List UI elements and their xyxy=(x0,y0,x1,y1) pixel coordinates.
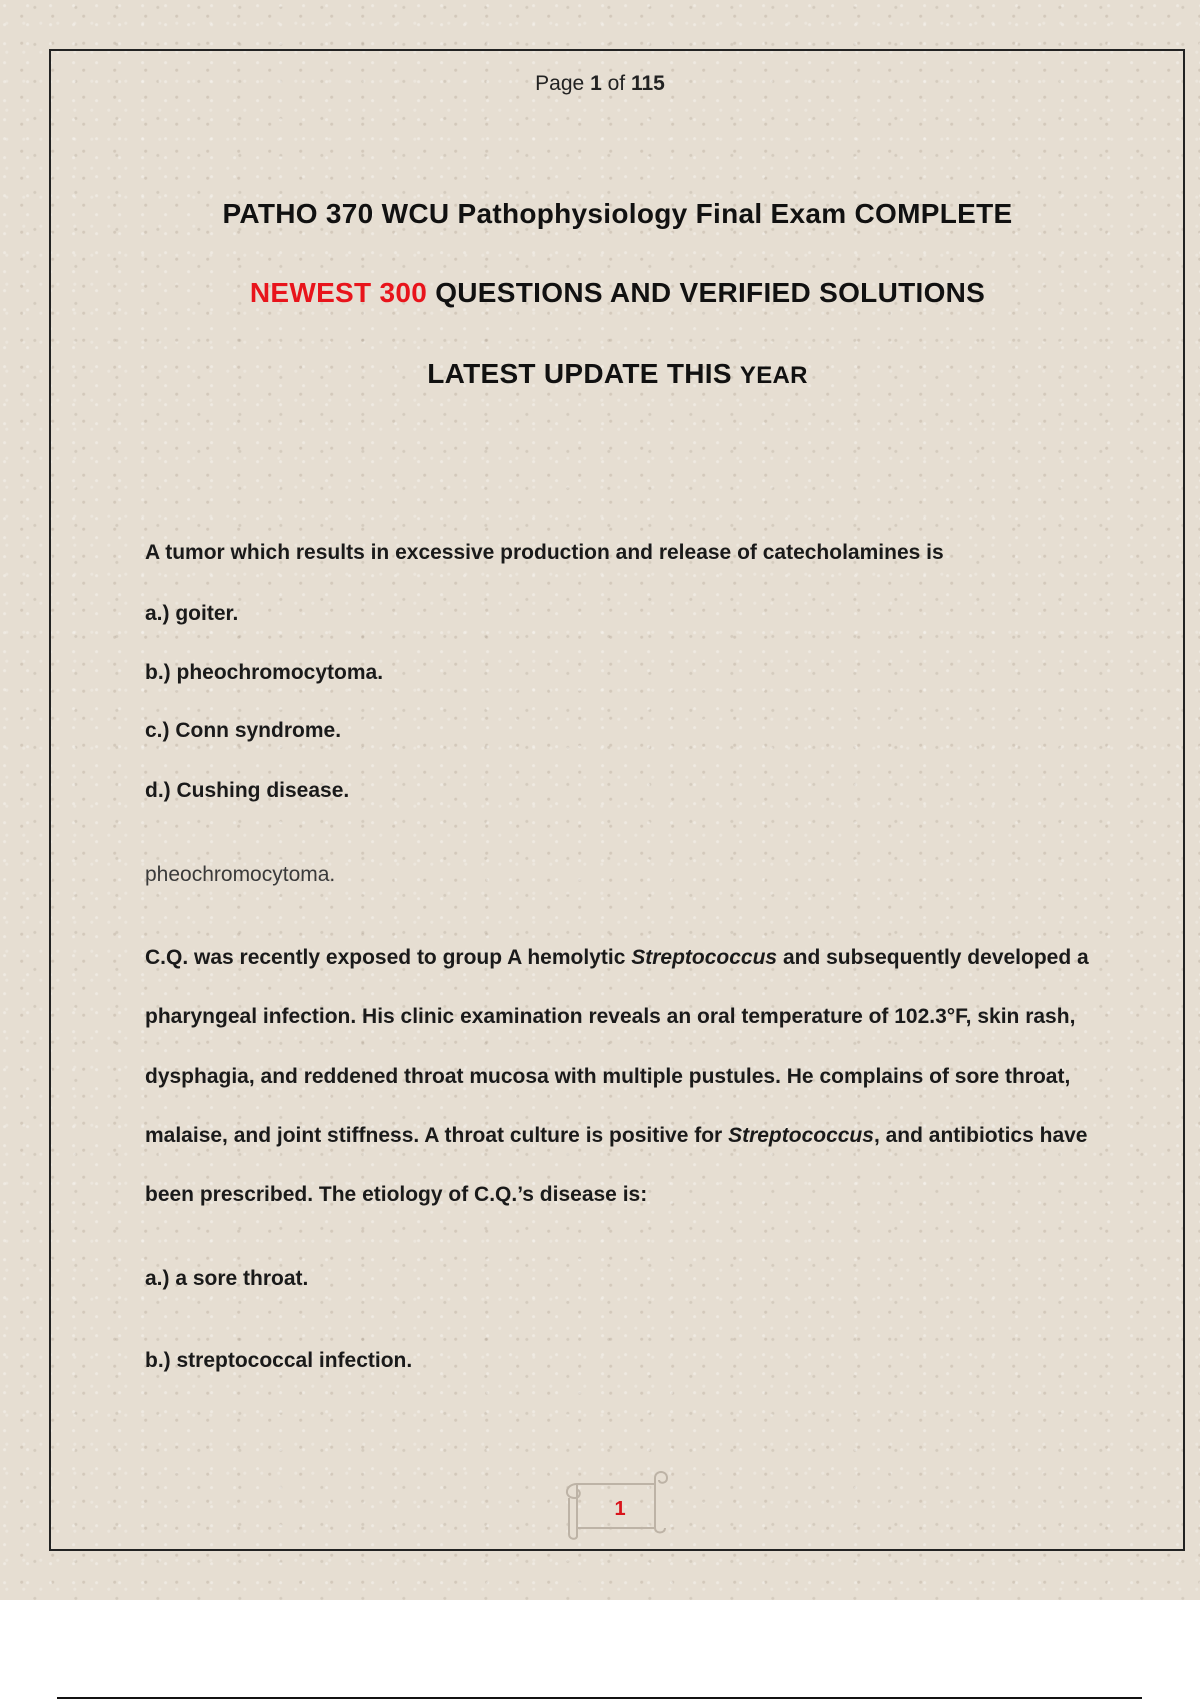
question-2-line-1-italic: Streptococcus xyxy=(631,946,778,969)
title-line-1: PATHO 370 WCU Pathophysiology Final Exam COMPLETE xyxy=(222,198,1013,229)
question-2-option-a: a.) a sore throat. xyxy=(145,1267,309,1290)
question-2-line-5: been prescribed. The etiology of C.Q.’s disease is: xyxy=(145,1183,648,1206)
question-2-option-b: b.) streptococcal infection. xyxy=(145,1349,413,1372)
question-2-line-4-italic: Streptococcus xyxy=(728,1124,874,1147)
title-line-3-year: YEAR xyxy=(739,362,808,389)
title-line-3 xyxy=(0,358,1200,390)
question-2-line-1 xyxy=(145,946,1089,970)
question-2-line-3: dysphagia, and reddened throat mucosa with multiple pustules. He complains of sore throat, xyxy=(145,1065,1071,1088)
question-2-line-4-a: malaise, and joint stiffness. A throat culture is positive for xyxy=(145,1124,729,1147)
question-1-option-a: a.) goiter. xyxy=(145,602,239,625)
question-2-line-1-a: C.Q. was recently exposed to group A hemolytic xyxy=(145,946,632,969)
question-2-line-1-b: and subsequently developed a xyxy=(777,946,1089,969)
question-1-option-b: b.) pheochromocytoma. xyxy=(145,661,384,684)
title-line-3-main: LATEST UPDATE THIS xyxy=(427,358,740,389)
footer-page-number: 1 xyxy=(614,1498,626,1520)
question-2-line-4 xyxy=(145,1124,1088,1148)
page-counter-prefix: Page xyxy=(535,72,591,95)
title-line-2-rest: QUESTIONS AND VERIFIED SOLUTIONS xyxy=(427,277,986,308)
scroll-ornament xyxy=(555,1470,670,1540)
page-counter-current: 1 xyxy=(590,72,602,95)
bottom-divider xyxy=(57,1697,1142,1699)
page-counter-of: of xyxy=(601,72,631,95)
question-1-answer: pheochromocytoma. xyxy=(145,863,336,886)
question-2-line-2: pharyngeal infection. His clinic examination reveals an oral temperature of 102.3°F, skin rash, xyxy=(145,1005,1076,1028)
title-line-2 xyxy=(0,277,1200,309)
question-1-stem: A tumor which results in excessive production and release of catecholamines is xyxy=(145,541,944,564)
question-1-option-c: c.) Conn syndrome. xyxy=(145,719,342,742)
question-1-option-d: d.) Cushing disease. xyxy=(145,779,350,802)
page-counter xyxy=(0,72,1200,96)
question-2-line-4-b: , and antibiotics have xyxy=(873,1124,1088,1147)
page-counter-total: 115 xyxy=(630,72,665,95)
title-newest-highlight: NEWEST 300 xyxy=(249,277,428,308)
